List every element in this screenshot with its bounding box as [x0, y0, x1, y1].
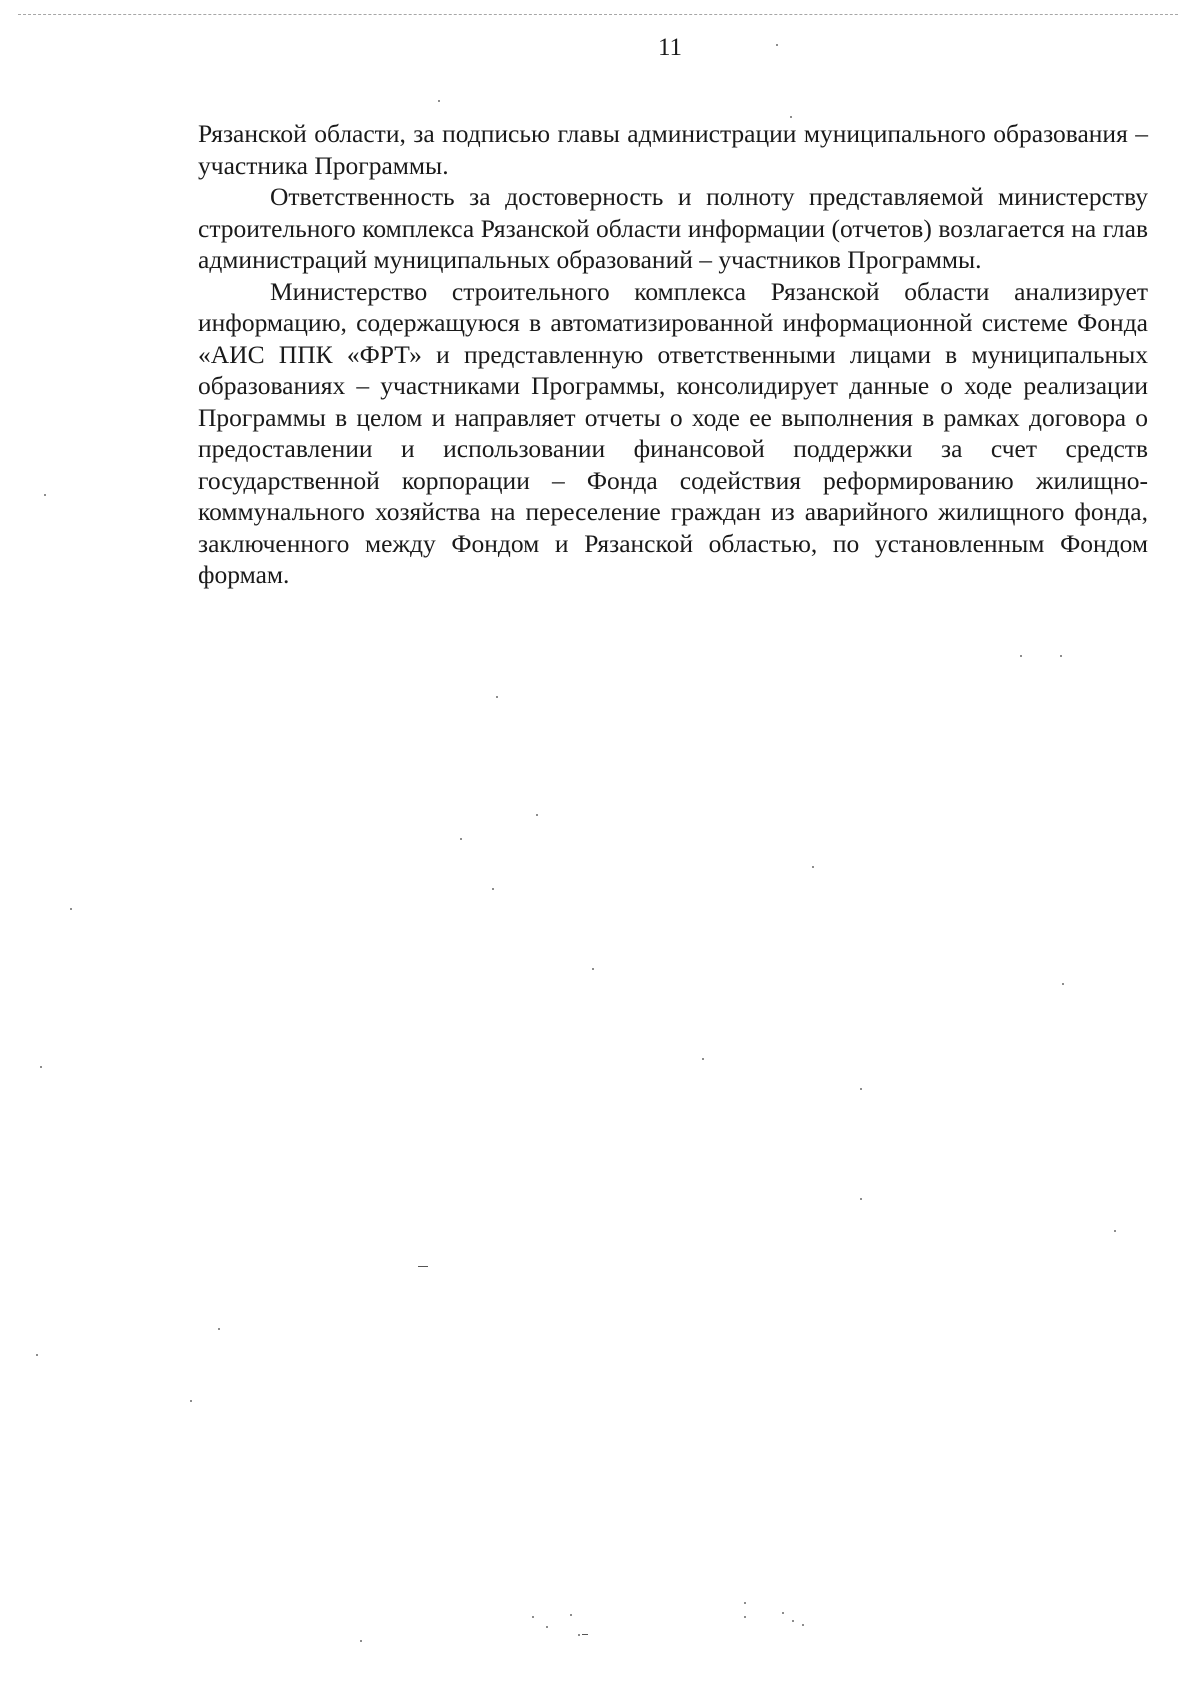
paragraph: Министерство строительного комплекса Рязанской области анализирует информацию, содержащуюся в автоматизированной информационной системе Фонда «АИС ППК «ФРТ» и представленную ответственными лицами в муниципальных образованиях – участниками Программы, консолидирует данные о ходе реализации Программы в целом и направляет отчеты о ходе ее выполнения в рамках договора о предоставлении и использовании финансовой поддержки за счет средств государственной корпорации – Фонда содействия реформированию жилищно-коммунального хозяйства на переселение граждан из аварийного жилищного фонда, заключенного между Фондом и Рязанской областью, по установленным Фондом формам.	[198, 276, 1148, 589]
scan-speck	[812, 866, 814, 868]
scan-speck	[782, 1612, 784, 1614]
scan-speck	[218, 1328, 220, 1330]
scan-speck	[570, 1614, 572, 1616]
scan-speck	[532, 1616, 534, 1618]
scan-speck	[496, 696, 498, 698]
scan-speck	[790, 116, 792, 118]
scan-speck	[592, 968, 594, 970]
scan-speck	[190, 1400, 192, 1402]
scan-speck	[460, 838, 462, 840]
document-body	[198, 118, 1148, 591]
scan-speck	[44, 494, 46, 496]
scan-speck	[1062, 983, 1064, 985]
scan-speck	[860, 1198, 862, 1200]
scan-speck	[70, 908, 72, 910]
scan-speck	[40, 1066, 42, 1068]
scan-speck	[492, 888, 494, 890]
scan-speck	[1114, 1230, 1116, 1232]
scan-speck	[776, 44, 778, 46]
scan-speck	[578, 1634, 580, 1636]
scan-speck	[860, 1088, 862, 1090]
paragraph: Рязанской области, за подписью главы администрации муниципального образования – участника Программы.	[198, 119, 1148, 180]
page-number: 11	[657, 34, 683, 61]
scan-speck	[360, 1640, 362, 1642]
scan-speck	[36, 1354, 38, 1356]
scan-speck	[702, 1058, 704, 1060]
scan-speck	[802, 1624, 804, 1626]
scan-speck	[744, 1602, 746, 1604]
scan-speck	[536, 814, 538, 816]
scan-speck	[546, 1626, 548, 1628]
scan-dash	[418, 1266, 428, 1267]
scan-speck	[744, 1616, 746, 1618]
scan-speck	[1060, 655, 1062, 657]
scan-speck	[1020, 655, 1022, 657]
scan-edge-line	[18, 14, 1178, 15]
scan-dash	[582, 1634, 588, 1635]
scan-speck	[792, 1620, 794, 1622]
paragraph: Ответственность за достоверность и полноту представляемой министерству строительного комплекса Рязанской области информации (отчетов) возлагается на глав администраций муниципальных образований – участников Программы.	[198, 182, 1148, 274]
scan-speck	[438, 100, 440, 102]
